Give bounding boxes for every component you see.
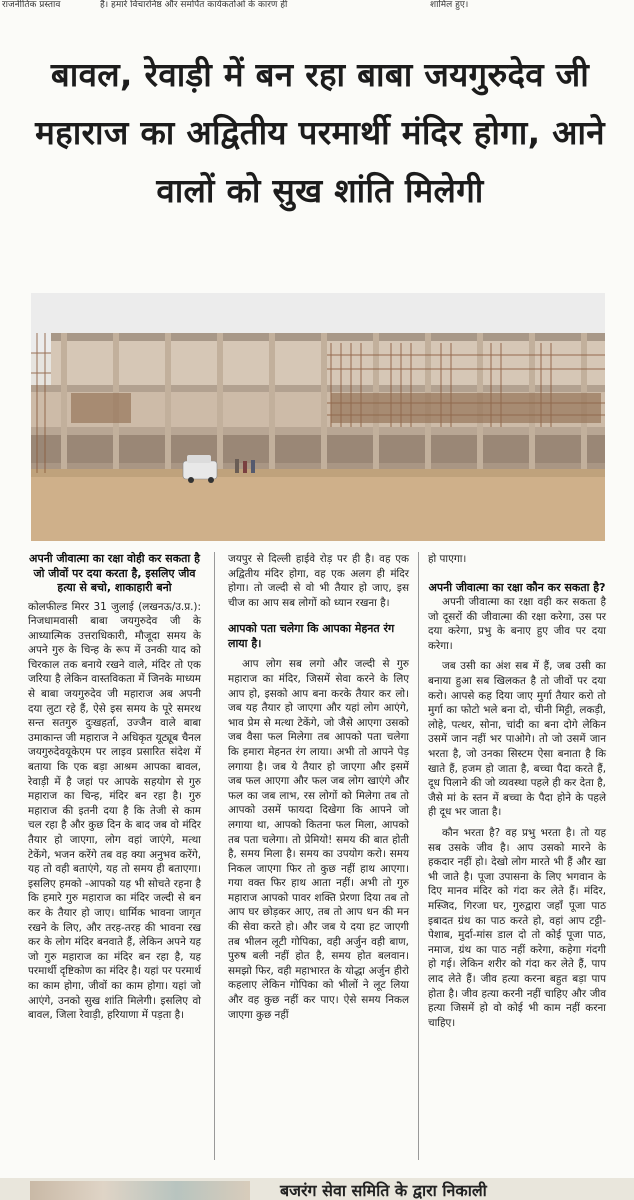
- article-column-2: [228, 552, 409, 1022]
- top-strip-left: राजनीतिक प्रस्ताव: [2, 0, 61, 10]
- construction-photo-image: [31, 293, 605, 541]
- column2-heading: आपको पता चलेगा कि आपका मेहनत रंग लाया है।: [228, 622, 395, 650]
- bottom-strip: [0, 1178, 634, 1200]
- column3-intro: हो पाएगा।: [428, 553, 467, 565]
- column1-heading: अपनी जीवात्मा का रक्षा वोही कर सकता है जो जीवों पर दया करता है, इसलिए जीव हत्या से बचो, शाकाहारी बनो: [29, 552, 200, 594]
- column-divider: [214, 552, 215, 1160]
- column1-body: कोलफील्ड मिरर 31 जुलाई (लखनऊ/उ.प्र.): निजधामवासी बाबा जयगुरुदेव जी के आध्यात्मिक उत्तराधिकारी, मौजूदा समय के अपने गुरु के चिन्ह के रूप में उनकी याद को चिरकाल तक बनाये रखने वाले, मंदिर तो एक जरिया है लेकिन वास्तविकता में जिनके माध्यम से बाबा जयगुरुदेव जी महाराज अब अपनी दया लुटा रहे हैं, ऐसे इस समय के पूरे समरथ सन्त सतगुरु दुःखहर्ता, उज्जैन वाले बाबा उमाकान्त जी महाराज ने अधिकृत यूट्यूब चैनल जयगुरुदेवयूकेएम पर लाइव प्रसारित संदेश में बताया कि एक बड़ा आश्रम आपका बावल, रेवाड़ी में है जहां पर आपके सहयोग से गुरु महाराज का चिन्ह, मंदिर बन रहा है। गुरु महाराज की इतनी दया है कि तेजी से काम चल रहा है और कुछ दिन के बाद जब वो मंदिर तैयार हो जाएगा, लोग वहां जाएंगे, मत्था टेकेंगे, भजन करेंगे तब वह क्या अनुभव करेंगे, यह तो वही बताएंगे, यह तो समय ही बताएगा। इसलिए हमको -आपको यह भी सोचते रहना है कि हमारे गुरु महाराज का मंदिर जल्दी से बन कर के तैयार हो जाए। धार्मिक भावना जागृत रखने के लिए, और तरह-तरह की भावना रख कर के लोग मंदिर बनवाते हैं, लेकिन अपने यह जो गुरु महाराज का मंदिर बन रहा है, यह परमार्थी दृष्टिकोण का मंदिर है। यहां पर परमार्थ का काम होगा, जीवों का काम होगा। यहां जो आएंगे, उनको सुख शांति मिलेगी। इसलिए वो बावल, जिला रेवाड़ी, हरियाणा में पड़ता है।: [28, 600, 201, 1022]
- column-divider: [418, 552, 419, 1160]
- article-column-1: [28, 552, 201, 1023]
- headline: बावल, रेवाड़ी में बन रहा बाबा जयगुरुदेव जी महाराज का अद्वितीय परमार्थी मंदिर होगा, आने वालों को सुख शांति मिलेगी: [35, 55, 605, 210]
- column3-heading: अपनी जीवात्मा का रक्षा कौन कर सकता है?: [428, 580, 606, 594]
- column3-body-2: जब उसी का अंश सब में हैं, जब उसी का बनाया हुआ सब खिलकत है तो जीवों पर दया करो। आपसे कह दिया जाए मुर्गा तैयार करो तो मुर्गा का फोटो भले बना दो, चीनी मिट्टी, लकड़ी, लोहे, पत्थर, सोना, चांदी का बना दोगे लेकिन उसमें जान नहीं भर पाओगे। तो जो उसमें जान भरता है, जो उनका सिस्टम ऐसा बनाता है कि खाते हैं, हजम हो जाता है, बच्चा पैदा करते हैं, दूध पिलाने की जो व्यवस्था पहले ही कर देता है, जैसे मां के स्तन में बच्चा के पैदा होने के पहले ही दूध भर जाता है।: [428, 660, 606, 819]
- column3-body-1: अपनी जीवात्मा का रक्षा वही कर सकता है जो दूसरों की जीवात्मा की रक्षा करेगा, उस पर दया करेगा, प्रभु के बनाए हुए जीव पर दया करेगा।: [428, 596, 606, 652]
- top-strip-middle: है। हमारे विचारनिष्ठ और समर्पित कार्यकर्ताओं के कारण ही: [100, 0, 288, 10]
- column2-body: आप लोग सब लगो और जल्दी से गुरु महाराज का मंदिर, जिसमें सेवा करने के लिए आप हो, इसको आप बना करके तैयार कर लो। जब यह तैयार हो जाएगा और यहां लोग आएंगे, भाव प्रेम से मत्था टेकेंगे, जो जैसे आएगा उसको जब वैसा फल मिलेगा तब आपको पता चलेगा कि हमारा मेहनत रंग लाया। अभी तो आपने पेड़ लगाया है। जब ये तैयार हो जाएगा और इसमें जब फल आएगा और फल जब लोग खाएंगे और फल का जब लाभ, रस लोगों को मिलेगा तब तो आपको उसमें फायदा दिखेगा कि आपने जो लगाया था, आपको कितना फल मिला, आपको तब पता चलेगा। तो प्रेमियो! समय की बात होती है, समय मिला है। समय का उपयोग करो। समय निकल जाएगा फिर तो कुछ नहीं हाथ आएगा। गया वक्त फिर हाथ आता नहीं। अभी तो गुरु महाराज आपको पावर शक्ति प्रेरणा दिया तब तो आप घर छोड़कर आए, तब तो आप धन की मन की सेवा करते हो। और जब ये दया हट जाएगी तब भीलन लूटी गोपिका, वही अर्जुन वही बाण, पुरुष बली नहीं होत है, समय होत बलवान। समझो फिर, वही महाभारत के योद्धा अर्जुन हीरो कहलाए लेकिन गोपिका को भीलों ने लूट लिया और वह कुछ नहीं कर पाए। ऐसे समय निकल जाएगा कुछ नहीं: [228, 658, 409, 1021]
- bottom-strip-image: [30, 1181, 250, 1200]
- top-strip: [0, 0, 634, 14]
- article-column-3: [428, 552, 606, 1030]
- construction-photo: [31, 293, 605, 541]
- column2-intro: जयपुर से दिल्ली हाईवे रोड़ पर ही है। वह एक अद्वितीय मंदिर होगा, वह एक अलग ही मंदिर होगा। तो जल्दी से वो भी तैयार हो जाए, इस चीज का आप सब लोगों को ध्यान रखना है।: [228, 553, 409, 609]
- top-strip-right: शामिल हुए।: [430, 0, 469, 10]
- bottom-strip-headline: बजरंग सेवा समिति के द्वारा निकाली: [280, 1181, 487, 1200]
- column3-body-3: कौन भरता है? वह प्रभु भरता है। तो यह सब उसके जीव है। आप उसको मारने के हकदार नहीं हो। देखो लोग मारते भी हैं और खा भी जाते है। पूजा उपासना के लिए भगवान के दिए मानव मंदिर को गंदा कर लेते हैं। मंदिर, मस्जिद, गिरजा घर, गुरुद्वारा जहाँ पूजा पाठ इबादत ग्रंथ का पाठ करते हो, वहां आप टट्टी-पेशाब, मुर्दा-मांस डाल दो तो कोई पूजा पाठ, नमाज, ग्रंथ का पाठ नहीं करेगा, कहेगा गंदगी हो गई। लेकिन शरीर को गंदा कर लेते हैं, पाप लाद लेते हैं। जीव हत्या करना बहुत बड़ा पाप होता है। जीव हत्या करनी नहीं चाहिए और जीव हत्या जिसमें हो वो कोई भी काम नहीं करना चाहिए।: [428, 827, 606, 1029]
